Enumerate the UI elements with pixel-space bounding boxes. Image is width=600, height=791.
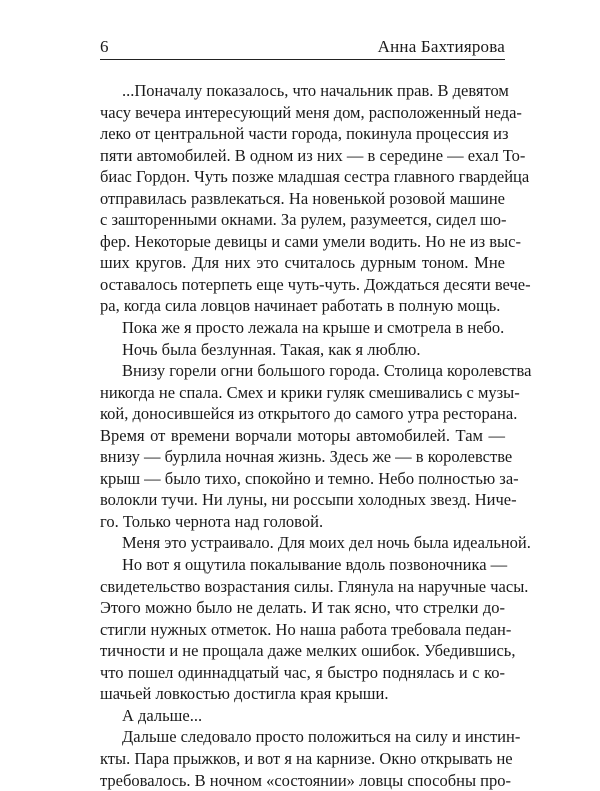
page-header (100, 33, 505, 60)
text-line: ра, когда сила ловцов начинает работать в полную мощь. (100, 295, 505, 317)
text-line: кты. Пара прыжков, и вот я на карнизе. Окно открывать не (100, 748, 505, 770)
paragraph (100, 317, 505, 339)
text-line: ших кругов. Для них это считалось дурным тоном. Мне (100, 252, 505, 274)
page-number: 6 (100, 37, 109, 57)
text-line: Время от времени ворчали моторы автомобилей. Там — (100, 425, 505, 447)
text-line: шачьей ловкостью достигла края крыши. (100, 683, 505, 705)
text-line: фер. Некоторые девицы и сами умели водить. Но не из выс- (100, 231, 505, 253)
paragraph (100, 726, 505, 791)
paragraph (100, 554, 505, 705)
text-line: тичности и не прощала даже мелких ошибок. Убедившись, (100, 640, 505, 662)
text-line: что пошел одиннадцатый час, я быстро поднялась и с ко- (100, 662, 505, 684)
text-line: леко от центральной части города, покинула процессия из (100, 123, 505, 145)
body-text (100, 80, 505, 791)
running-head-author: Анна Бахтиярова (378, 37, 505, 57)
text-line: Дальше следовало просто положиться на силу и инстин- (100, 726, 505, 748)
text-line: Внизу горели огни большого города. Столица королевства (100, 360, 505, 382)
text-line: биас Гордон. Чуть позже младшая сестра главного гвардейца (100, 166, 505, 188)
text-line: крыш — было тихо, спокойно и темно. Небо полностью за- (100, 468, 505, 490)
text-line: Ночь была безлунная. Такая, как я люблю. (100, 339, 505, 361)
text-line: ...Поначалу показалось, что начальник прав. В девятом (100, 80, 505, 102)
paragraph (100, 532, 505, 554)
text-line: Этого можно было не делать. И так ясно, что стрелки до- (100, 597, 505, 619)
text-line: требовалось. В ночном «состоянии» ловцы способны про- (100, 770, 505, 791)
text-line: Пока же я просто лежала на крыше и смотрела в небо. (100, 317, 505, 339)
text-line: волокли тучи. Ни луны, ни россыпи холодных звезд. Ниче- (100, 489, 505, 511)
text-line: с зашторенными окнами. За рулем, разумеется, сидел шо- (100, 209, 505, 231)
text-line: кой, доносившейся из открытого до самого утра ресторана. (100, 403, 505, 425)
paragraph (100, 80, 505, 317)
text-line: го. Только чернота над головой. (100, 511, 505, 533)
text-line: оставалось потерпеть еще чуть-чуть. Дождаться десяти вече- (100, 274, 505, 296)
text-line: свидетельство возрастания силы. Глянула на наручные часы. (100, 576, 505, 598)
text-line: отправилась развлекаться. На новенькой розовой машине (100, 188, 505, 210)
text-line: А дальше... (100, 705, 505, 727)
text-line: стигли нужных отметок. Но наша работа требовала педан- (100, 619, 505, 641)
paragraph (100, 705, 505, 727)
paragraph (100, 339, 505, 361)
paragraph (100, 360, 505, 532)
text-line: Меня это устраивало. Для моих дел ночь была идеальной. (100, 532, 505, 554)
text-line: часу вечера интересующий меня дом, расположенный неда- (100, 102, 505, 124)
text-line: Но вот я ощутила покалывание вдоль позвоночника — (100, 554, 505, 576)
text-line: внизу — бурлила ночная жизнь. Здесь же — в королевстве (100, 446, 505, 468)
text-line: никогда не спала. Смех и крики гуляк смешивались с музы- (100, 382, 505, 404)
text-line: пяти автомобилей. В одном из них — в середине — ехал То- (100, 145, 505, 167)
